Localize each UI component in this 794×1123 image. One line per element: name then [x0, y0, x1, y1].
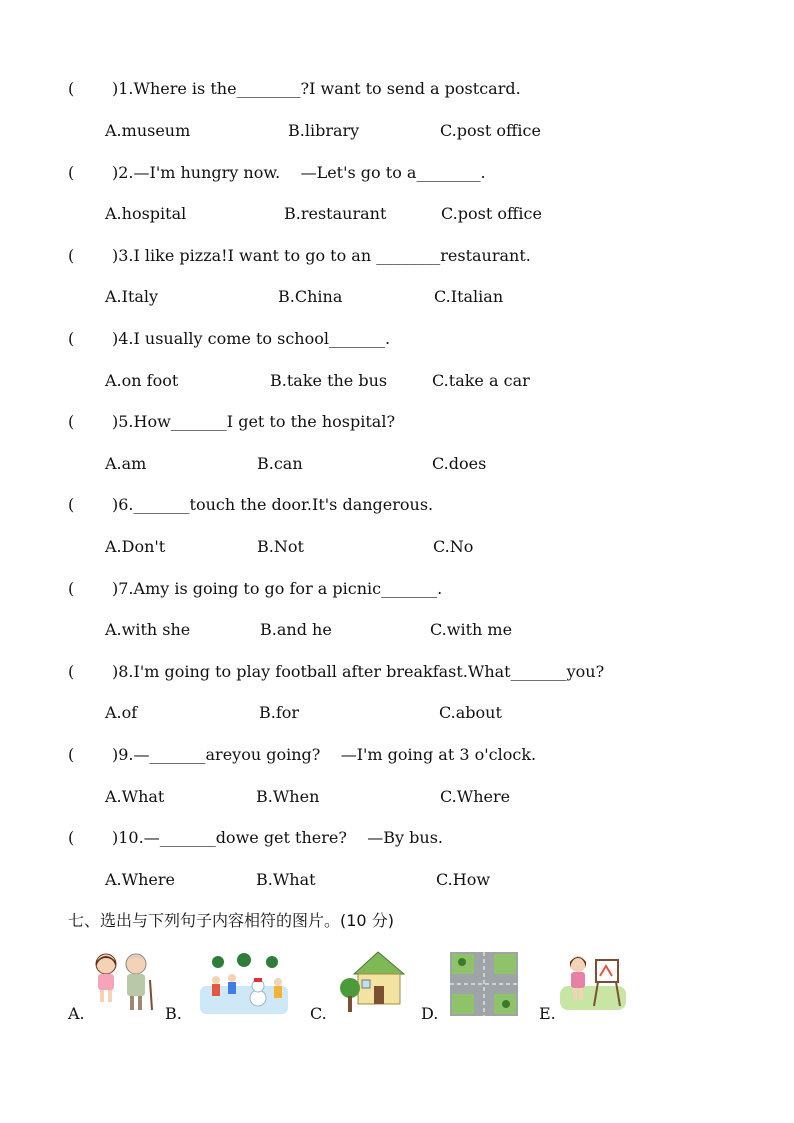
option-b: B.can — [257, 454, 303, 473]
question-2-options — [0, 204, 794, 224]
option-c: C.post office — [440, 121, 541, 140]
question-8-options — [0, 703, 794, 723]
question-4-options — [0, 371, 794, 391]
option-a: A.museum — [105, 121, 191, 140]
crossroads-picture — [450, 952, 518, 1016]
option-a: A.am — [105, 454, 147, 473]
question-5-stem: ( )5.How_______I get to the hospital? — [68, 412, 396, 431]
option-c: C.does — [432, 454, 487, 473]
option-c: C.with me — [430, 620, 513, 639]
picture-label-d: D. — [421, 1004, 439, 1023]
section-7-title: 七、选出与下列句子内容相符的图片。(10 分) — [68, 911, 394, 930]
question-2-stem: ( )2.—I'm hungry now. —Let's go to a________. — [68, 163, 486, 182]
house-picture — [338, 948, 408, 1014]
question-9-options — [0, 787, 794, 807]
option-b: B.China — [278, 287, 343, 306]
option-c: C.No — [433, 537, 474, 556]
option-b: B.Not — [257, 537, 304, 556]
option-b: B.restaurant — [284, 204, 387, 223]
option-c: C.post office — [441, 204, 542, 223]
option-c: C.Italian — [434, 287, 504, 306]
picture-label-c: C. — [310, 1004, 327, 1023]
option-a: A.hospital — [105, 204, 187, 223]
picture-label-b: B. — [165, 1004, 182, 1023]
option-b: B.library — [288, 121, 360, 140]
option-a: A.of — [105, 703, 138, 722]
question-10-stem: ( )10.—_______dowe get there? —By bus. — [68, 828, 444, 847]
option-a: A.Italy — [105, 287, 159, 306]
option-a: A.What — [105, 787, 165, 806]
picture-label-e: E. — [539, 1004, 556, 1023]
question-8-stem: ( )8.I'm going to play football after breakfast.What_______you? — [68, 662, 605, 681]
option-c: C.How — [436, 870, 491, 889]
option-a: A.Where — [105, 870, 175, 889]
option-c: C.take a car — [432, 371, 530, 390]
question-1-stem: ( )1.Where is the________?I want to send a postcard. — [68, 79, 521, 98]
question-10-options — [0, 870, 794, 890]
question-7-options — [0, 620, 794, 640]
question-7-stem: ( )7.Amy is going to go for a picnic_______. — [68, 579, 443, 598]
question-3-options — [0, 287, 794, 307]
snowman-winter-picture — [198, 952, 290, 1016]
option-b: B.for — [259, 703, 300, 722]
option-b: B.take the bus — [270, 371, 388, 390]
question-6-stem: ( )6._______touch the door.It's dangerous. — [68, 495, 434, 514]
question-6-options — [0, 537, 794, 557]
option-a: A.Don't — [105, 537, 166, 556]
question-9-stem: ( )9.—_______areyou going? —I'm going at 3 o'clock. — [68, 745, 537, 764]
option-a: A.with she — [105, 620, 191, 639]
option-b: B.When — [256, 787, 320, 806]
question-3-stem: ( )3.I like pizza!I want to go to an ________restaurant. — [68, 246, 531, 265]
question-1-options — [0, 121, 794, 141]
option-b: B.and he — [260, 620, 332, 639]
girl-and-grandma-picture — [88, 950, 160, 1014]
option-c: C.Where — [440, 787, 511, 806]
option-a: A.on foot — [105, 371, 179, 390]
picture-label-a: A. — [68, 1004, 85, 1023]
option-c: C.about — [439, 703, 502, 722]
option-b: B.What — [256, 870, 316, 889]
question-4-stem: ( )4.I usually come to school_______. — [68, 329, 391, 348]
question-5-options — [0, 454, 794, 474]
girl-painting-picture — [560, 952, 626, 1010]
